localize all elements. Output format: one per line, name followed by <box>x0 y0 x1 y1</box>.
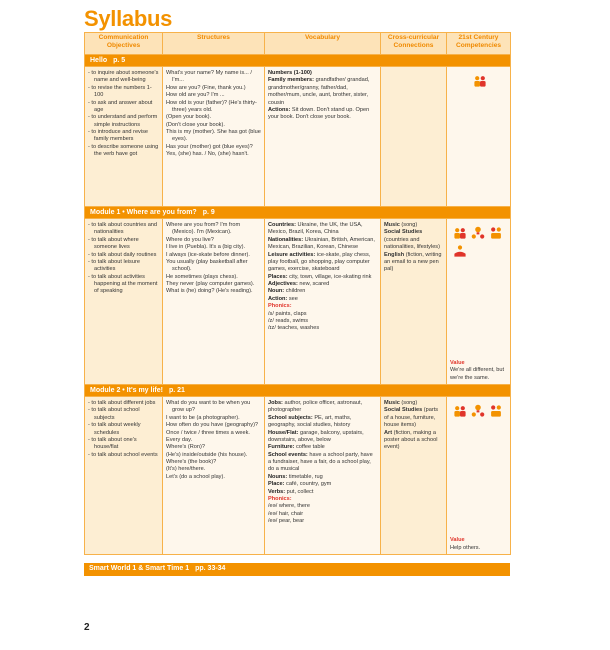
collaboration-icon <box>489 226 503 240</box>
vocab-key: Leisure activities: <box>268 251 316 258</box>
vocab-value: garage, balcony, upstairs, downstairs, above, below <box>268 429 364 443</box>
people-group-icon <box>453 404 467 418</box>
phonics-line: /z/ reads, swims <box>268 317 309 324</box>
phonics-line: /eə/ pear, bear <box>268 518 305 524</box>
list-item: Let's (do a school play). <box>166 473 225 480</box>
cross-value: (fiction, writing an email to a new pen pal) <box>384 251 442 273</box>
idea-people-icon <box>471 404 485 418</box>
syllabus-table <box>84 32 511 555</box>
list-item: - to talk about activities happening at the moment of speaking <box>88 273 158 295</box>
list-item: What do you want to be when you grow up? <box>166 400 251 414</box>
vocab-value: Ukraine, the UK, the USA, Mexico, Brazil, Korea, China <box>268 222 363 236</box>
structures-list <box>166 222 261 296</box>
vocab-key: Countries: <box>268 222 296 228</box>
cross-value: (fiction, making a poster about a school event) <box>384 429 438 451</box>
vocab-key: Places: <box>268 273 288 280</box>
phonics-title: Phonics: <box>268 495 292 502</box>
vocab-key: Actions: <box>268 106 291 113</box>
list-item: - to understand and perform simple instructions <box>88 114 158 128</box>
vocab-key: Adjectives: <box>268 281 298 287</box>
cross-value: (parts of a house, furniture, house items) <box>384 407 439 429</box>
value-title: Value <box>450 537 465 544</box>
header-communication: Communication Objectives <box>85 33 163 55</box>
section-label: Smart World 1 & Smart Time 1 <box>89 565 190 572</box>
people-group-icon <box>473 74 487 88</box>
phonics-line: /eə/ where, there <box>268 503 310 510</box>
competencies-cell <box>447 219 511 385</box>
header-structures: Structures <box>163 33 265 55</box>
list-item: What's your name? My name is... / I'm... <box>166 70 252 84</box>
list-item: I want to be (a photographer). <box>166 414 240 421</box>
vocab-value: coffee table <box>294 444 325 451</box>
vocab-key: Nouns: <box>268 473 288 480</box>
list-item: (It's) here/there. <box>166 466 206 473</box>
phonics-line: /s/ paints, claps <box>268 310 307 317</box>
vocab-value: author, police officer, astronaut, photographer <box>268 400 363 414</box>
idea-people-icon <box>471 226 485 240</box>
cross-curricular-cell <box>381 397 447 555</box>
vocab-key: School subjects: <box>268 414 313 421</box>
list-item: - to talk about countries and nationalities <box>88 222 158 236</box>
list-item: - to talk about leisure activities <box>88 258 140 273</box>
vocab-key: Furniture: <box>268 444 295 451</box>
vocab-key: Noun: <box>268 288 285 295</box>
vocab-key: Nationalities: <box>268 236 304 243</box>
vocab-value: city, town, village, ice-skating rink <box>287 273 372 280</box>
structures-list <box>166 400 261 481</box>
vocab-value: children <box>284 288 306 295</box>
section-hello-row <box>85 67 511 207</box>
list-item: You usually (play basketball after school). <box>166 258 248 273</box>
value-title: Value <box>450 359 465 366</box>
section-module2-header <box>85 385 511 397</box>
cross-value: (song) <box>399 400 418 406</box>
phonics-line: /eə/ hair, chair <box>268 510 304 517</box>
section-page: pp. 33-34 <box>195 565 226 572</box>
table-header-row <box>85 33 511 55</box>
section-page: p. 5 <box>113 57 126 64</box>
list-item: Where are you from? I'm from (Mexico). I'm (Mexican). <box>166 222 241 236</box>
vocabulary-cell <box>265 219 381 385</box>
section-label: Module 1 • Where are you from? <box>90 209 197 216</box>
list-item: - to revise the numbers 1-100 <box>88 84 152 99</box>
collaboration-icon <box>489 404 503 418</box>
list-item: This is my (mother). She has got (blue eyes). <box>166 129 261 143</box>
section-smart-world-header <box>84 563 510 576</box>
list-item: Where's (Ron)? <box>166 444 205 451</box>
list-item: - to talk about daily routines <box>88 251 157 258</box>
vocab-value: put, collect <box>285 488 314 495</box>
cross-key: Social Studies <box>384 229 423 236</box>
vocabulary-cell <box>265 67 381 207</box>
value-text: Help others. <box>450 544 481 551</box>
vocab-key: Verbs: <box>268 488 286 495</box>
list-item: How old are you? I'm ... <box>166 92 225 99</box>
vocab-key: House/Flat: <box>268 429 299 436</box>
phonics-title: Phonics: <box>268 303 292 310</box>
section-label: Module 2 • It's my life! <box>90 387 163 394</box>
list-item: - to describe someone using the verb have got <box>88 143 159 158</box>
list-item: I live in (Puebla). It's a (big city). <box>166 244 246 251</box>
vocab-value: see <box>287 295 298 302</box>
page-number: 2 <box>84 622 90 633</box>
list-item: Where's (the book)? <box>166 459 217 465</box>
list-item: - to ask and answer about age <box>88 99 153 113</box>
vocab-value: timetable, rug <box>287 473 323 480</box>
vocab-value: Ukrainian, British, American, Mexican, Brazilian, Korean, Chinese <box>268 236 375 251</box>
page-title: Syllabus <box>84 6 173 31</box>
vocab-key: Jobs: <box>268 400 283 406</box>
list-item: He sometimes (plays chess). <box>166 273 238 280</box>
section-module2-row <box>85 397 511 555</box>
helping-hands-icon <box>453 244 467 258</box>
section-hello-header <box>85 55 511 67</box>
list-item: Where do you live? <box>166 236 214 243</box>
cross-key: Social Studies <box>384 407 423 414</box>
cross-key: English <box>384 251 405 258</box>
vocab-value: new, scared <box>297 281 330 287</box>
cross-curricular-cell <box>381 219 447 385</box>
list-item: - to talk about where someone lives <box>88 236 139 251</box>
list-item: (Don't close your book). <box>166 121 225 128</box>
cross-key: Music <box>384 400 400 406</box>
vocab-value: Sit down. Don't stand up. Open your book. Don't close your book. <box>268 106 370 121</box>
vocab-key: Numbers (1-100) <box>268 70 312 76</box>
list-item: How often do you have (geography)? <box>166 422 259 429</box>
list-item: - to inquire about someone's name and well-being <box>88 70 159 84</box>
section-page: p. 21 <box>168 387 185 394</box>
list-item: Has your (mother) got (blue eyes)? <box>166 143 253 150</box>
competencies-cell <box>447 397 511 555</box>
vocabulary-cell <box>265 397 381 555</box>
comm-list <box>88 222 159 296</box>
section-label: Hello <box>90 57 108 64</box>
section-page: p. 9 <box>202 209 215 216</box>
list-item: How are you? (Fine, thank you.) <box>166 84 246 91</box>
vocab-key: Action: <box>268 295 288 302</box>
people-group-icon <box>453 226 467 240</box>
comm-list <box>88 400 159 459</box>
list-item: (He's) inside/outside (his house). <box>166 451 248 458</box>
cross-key: Music <box>384 222 400 228</box>
list-item: Yes, (she) has. / No, (she) hasn't. <box>166 151 249 158</box>
list-item: - to talk about weekly schedules <box>88 422 141 436</box>
vocab-key: Family members: <box>268 77 315 84</box>
list-item: Once / twice / three times a week. <box>166 429 250 436</box>
list-item: (Open your book). <box>166 114 212 121</box>
phonics-line: /ɪz/ teaches, washes <box>268 325 320 332</box>
header-cross-curricular: Cross-curricular Connections <box>381 33 447 55</box>
list-item: - to introduce and revise family members <box>88 129 149 143</box>
value-text: We're all different, but we're the same. <box>450 367 505 381</box>
comm-list <box>88 70 159 159</box>
list-item: I always (ice-skate before dinner). <box>166 251 250 258</box>
cross-curricular-cell <box>381 67 447 207</box>
list-item: - to talk about different jobs <box>88 400 156 406</box>
vocab-key: Place: <box>268 481 285 488</box>
vocab-value: grandfather/ grandad, grandmother/granny, father/dad, mother/mum, uncle, aunt, brother, sister, cousin <box>268 77 370 106</box>
header-competencies: 21st Century Competencies <box>447 33 511 55</box>
structures-list <box>166 70 261 159</box>
cross-key: Art <box>384 429 393 436</box>
list-item: Every day. <box>166 436 193 443</box>
vocab-key: School events: <box>268 451 308 458</box>
section-module1-row <box>85 219 511 385</box>
vocab-value: café, country, gym <box>284 481 332 488</box>
section-module1-header <box>85 207 511 219</box>
vocab-value: have a school party, have a fundraiser, have a fair, do a school play, do a musical <box>268 451 373 473</box>
list-item: - to talk about school subjects <box>88 407 140 421</box>
vocab-value: PE, art, maths, geography, social studies, history <box>268 414 352 429</box>
cross-value: (song) <box>399 222 418 228</box>
list-item: How old is your (father)? (He's thirty-three) years old. <box>166 99 257 113</box>
list-item: What is (he) doing? (He's reading). <box>166 288 253 295</box>
list-item: - to talk about one's house/flat <box>88 436 137 451</box>
list-item: They never (play computer games). <box>166 281 255 287</box>
header-vocabulary: Vocabulary <box>265 33 381 55</box>
cross-value: (countries and nationalities, lifestyles) <box>384 236 440 251</box>
vocab-value: ice-skate, play chess, play football, go shopping, play computer games, exercise, skateboard <box>268 251 371 273</box>
list-item: - to talk about school events <box>88 451 158 458</box>
competencies-cell <box>447 67 511 207</box>
